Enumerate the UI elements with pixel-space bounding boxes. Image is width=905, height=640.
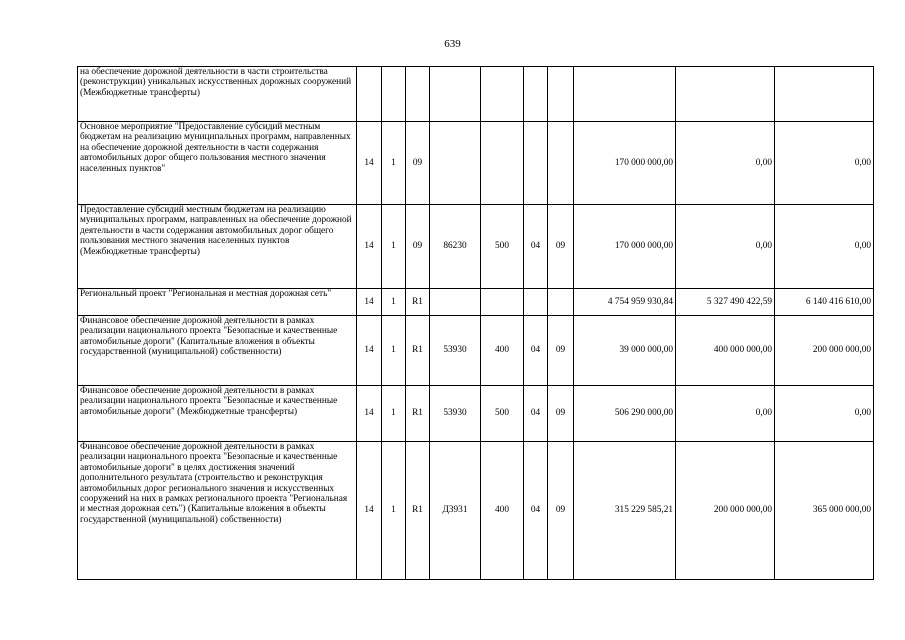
code-cell <box>382 67 406 122</box>
amount-cell: 0,00 <box>775 386 874 442</box>
code-cell <box>524 67 548 122</box>
amount-cell: 170 000 000,00 <box>574 205 676 289</box>
code-cell: 400 <box>481 442 524 580</box>
code-cell: 14 <box>357 122 382 205</box>
code-cell <box>481 122 524 205</box>
code-cell: 09 <box>548 386 574 442</box>
table-row <box>78 442 874 580</box>
code-cell: R1 <box>406 316 430 386</box>
amount-cell <box>676 67 775 122</box>
table-row <box>78 289 874 316</box>
code-cell <box>548 289 574 316</box>
amount-cell: 200 000 000,00 <box>676 442 775 580</box>
row-description: Финансовое обеспечение дорожной деятельности в рамках реализации национального проекта "Безопасные и качественные автомобильные дороги" (Межбюджетные трансферты) <box>78 386 357 442</box>
code-cell: 86230 <box>430 205 481 289</box>
code-cell: 09 <box>548 316 574 386</box>
code-cell: 1 <box>382 442 406 580</box>
row-description: на обеспечение дорожной деятельности в части строительства (реконструкции) уникальных искусственных дорожных сооружений (Межбюджетные трансферты) <box>78 67 357 122</box>
code-cell: 14 <box>357 386 382 442</box>
code-cell: 04 <box>524 442 548 580</box>
amount-cell: 315 229 585,21 <box>574 442 676 580</box>
code-cell: 1 <box>382 205 406 289</box>
code-cell <box>524 289 548 316</box>
code-cell <box>406 67 430 122</box>
amount-cell: 0,00 <box>775 122 874 205</box>
row-description: Финансовое обеспечение дорожной деятельности в рамках реализации национального проекта "Безопасные и качественные автомобильные дороги" (Капитальные вложения в объекты государственной (муниципальной) собственности) <box>78 316 357 386</box>
code-cell: 14 <box>357 205 382 289</box>
code-cell: 1 <box>382 386 406 442</box>
code-cell: Д3931 <box>430 442 481 580</box>
code-cell <box>430 67 481 122</box>
code-cell: R1 <box>406 386 430 442</box>
code-cell: 14 <box>357 442 382 580</box>
amount-cell: 0,00 <box>775 205 874 289</box>
code-cell: 1 <box>382 289 406 316</box>
code-cell: 500 <box>481 205 524 289</box>
table-row <box>78 386 874 442</box>
amount-cell: 0,00 <box>676 122 775 205</box>
code-cell: 53930 <box>430 316 481 386</box>
code-cell <box>481 67 524 122</box>
code-cell: R1 <box>406 289 430 316</box>
code-cell: 14 <box>357 289 382 316</box>
code-cell <box>357 67 382 122</box>
code-cell: 14 <box>357 316 382 386</box>
code-cell: 09 <box>548 205 574 289</box>
code-cell <box>430 289 481 316</box>
amount-cell <box>574 67 676 122</box>
budget-table <box>77 66 874 580</box>
amount-cell: 170 000 000,00 <box>574 122 676 205</box>
code-cell: 53930 <box>430 386 481 442</box>
code-cell: R1 <box>406 442 430 580</box>
table-row <box>78 316 874 386</box>
code-cell <box>548 122 574 205</box>
table-row <box>78 122 874 205</box>
table-row <box>78 205 874 289</box>
row-description: Финансовое обеспечение дорожной деятельности в рамках реализации национального проекта "Безопасные и качественные автомобильные дороги" в целях достижения значений дополнительного результата (строительство и реконструкция автомобильных дорог регионального значения и искусственных сооружений на них в рамках регионального проекта "Региональная и местная дорожная сеть") (Капитальные вложения в объекты государственной (муниципальной) собственности) <box>78 442 357 580</box>
code-cell <box>524 122 548 205</box>
page-number: 639 <box>444 38 461 50</box>
code-cell: 04 <box>524 205 548 289</box>
amount-cell <box>775 67 874 122</box>
amount-cell: 0,00 <box>676 386 775 442</box>
code-cell: 09 <box>406 205 430 289</box>
amount-cell: 365 000 000,00 <box>775 442 874 580</box>
code-cell <box>430 122 481 205</box>
row-description: Основное мероприятие "Предоставление субсидий местным бюджетам на реализацию муниципальных программ, направленных на обеспечение дорожной деятельности в части содержания автомобильных дорог общего пользования местного значения населенных пунктов" <box>78 122 357 205</box>
code-cell: 500 <box>481 386 524 442</box>
code-cell: 400 <box>481 316 524 386</box>
row-description: Региональный проект "Региональная и местная дорожная сеть" <box>78 289 357 316</box>
code-cell: 09 <box>548 442 574 580</box>
amount-cell: 200 000 000,00 <box>775 316 874 386</box>
amount-cell: 5 327 490 422,59 <box>676 289 775 316</box>
code-cell: 1 <box>382 316 406 386</box>
code-cell: 1 <box>382 122 406 205</box>
amount-cell: 506 290 000,00 <box>574 386 676 442</box>
code-cell: 04 <box>524 386 548 442</box>
amount-cell: 39 000 000,00 <box>574 316 676 386</box>
code-cell: 09 <box>406 122 430 205</box>
amount-cell: 4 754 959 930,84 <box>574 289 676 316</box>
table-row <box>78 67 874 122</box>
code-cell <box>481 289 524 316</box>
amount-cell: 6 140 416 610,00 <box>775 289 874 316</box>
code-cell: 04 <box>524 316 548 386</box>
amount-cell: 0,00 <box>676 205 775 289</box>
row-description: Предоставление субсидий местным бюджетам на реализацию муниципальных программ, направленных на обеспечение дорожной деятельности в части содержания автомобильных дорог общего пользования местного значения населенных пунктов (Межбюджетные трансферты) <box>78 205 357 289</box>
code-cell <box>548 67 574 122</box>
amount-cell: 400 000 000,00 <box>676 316 775 386</box>
